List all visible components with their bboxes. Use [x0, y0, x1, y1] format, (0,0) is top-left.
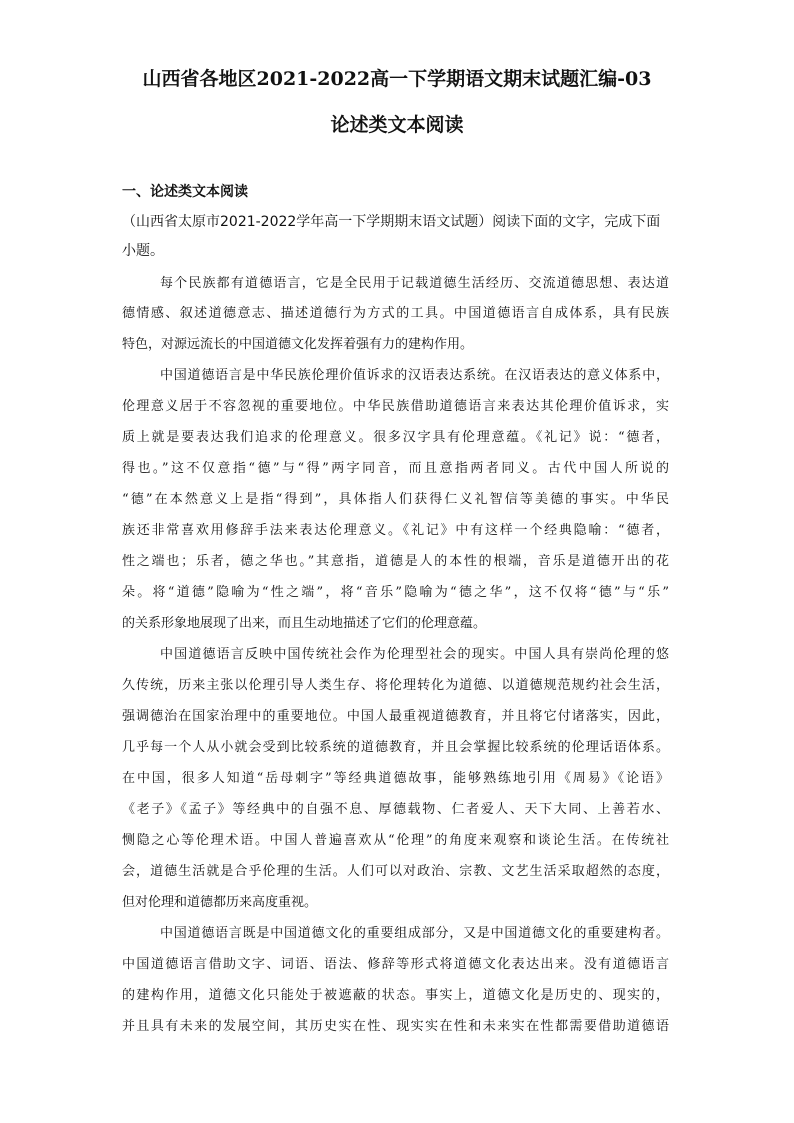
text-line: 会，道德生活就是合乎伦理的生活。人们可以对政治、宗教、文艺生活采取超然的态度，	[122, 864, 669, 879]
text-line: 中国道德语言既是中国道德文化的重要组成部分，又是中国道德文化的重要建构者。	[160, 926, 669, 941]
text-line: 中国道德语言是中华民族伦理价值诉求的汉语表达系统。在汉语表达的意义体系中，	[160, 368, 669, 383]
text-line: 《老子》《孟子》等经典中的自强不息、厚德载物、仁者爱人、天下大同、上善若水、	[122, 802, 669, 817]
text-line: 但对伦理和道德都历来高度重视。	[122, 895, 318, 910]
document-subtitle: 论述类文本阅读	[330, 114, 464, 136]
text-line: 性之端也；乐者，德之华也。”其意指，道德是人的本性的根端，音乐是道德开出的花	[122, 554, 669, 569]
text-line: 每个民族都有道德语言，它是全民用于记载道德生活经历、交流道德思想、表达道	[160, 276, 669, 291]
text-line: 强调德治在国家治理中的重要地位。中国人最重视道德教育，并且将它付诸落实，因此，	[122, 709, 669, 724]
text-line: 的建构作用，道德文化只能处于被遮蔽的状态。事实上，道德文化是历史的、现实的，	[122, 988, 669, 1003]
text-line: 质上就是要表达我们追求的伦理意义。很多汉字具有伦理意蕴。《礼记》说：“德者，	[122, 430, 669, 445]
text-line: 恻隐之心等伦理术语。中国人普遍喜欢从“伦理”的角度来观察和谈论生活。在传统社	[122, 833, 669, 848]
text-line: 朵。将“道德”隐喻为“性之端”，将“音乐”隐喻为“德之华”，这不仅将“德”与“乐”	[122, 585, 669, 600]
section-heading: 一、论述类文本阅读	[122, 184, 248, 200]
text-line: 久传统，历来主张以伦理引导人类生存、将伦理转化为道德、以道德规范规约社会生活，	[122, 678, 669, 693]
text-line: 几乎每一个人从小就会受到比较系统的道德教育，并且会掌握比较系统的伦理话语体系。	[122, 740, 669, 755]
text-line: “德”在本然意义上是指“得到”，具体指人们获得仁义礼智信等美德的事实。中华民	[122, 492, 669, 507]
text-line: 中国道德语言反映中国传统社会作为伦理型社会的现实。中国人具有崇尚伦理的悠	[160, 647, 669, 662]
question-source: （山西省太原市2021-2022学年高一下学期期末语文试题）阅读下面的文字，完成下面	[122, 214, 661, 230]
text-line: 族还非常喜欢用修辞手法来表达伦理意义。《礼记》中有这样一个经典隐喻：“德者，	[122, 523, 669, 538]
text-line: 特色，对源远流长的中国道德文化发挥着强有力的建构作用。	[122, 337, 474, 352]
text-line: 德情感、叙述道德意志、描述道德行为方式的工具。中国道德语言自成体系，具有民族	[122, 306, 669, 321]
question-source-continued: 小题。	[122, 243, 164, 259]
text-line: 得也。”这不仅意指“德”与“得”两字同音，而且意指两者同义。古代中国人所说的	[122, 461, 669, 476]
document-title: 山西省各地区2021-2022高一下学期语文期末试题汇编-03	[142, 68, 652, 90]
text-line: 并且具有未来的发展空间，其历史实在性、现实实在性和未来实在性都需要借助道德语	[122, 1019, 669, 1034]
text-line: 伦理意义居于不容忽视的重要地位。中华民族借助道德语言来表达其伦理价值诉求，实	[122, 399, 669, 414]
text-line: 中国道德语言借助文字、词语、语法、修辞等形式将道德文化表达出来。没有道德语言	[122, 957, 669, 972]
text-line: 在中国，很多人知道“岳母刺字”等经典道德故事，能够熟练地引用《周易》《论语》	[122, 771, 669, 786]
text-line: 的关系形象地展现了出来，而且生动地描述了它们的伦理意蕴。	[122, 616, 487, 631]
